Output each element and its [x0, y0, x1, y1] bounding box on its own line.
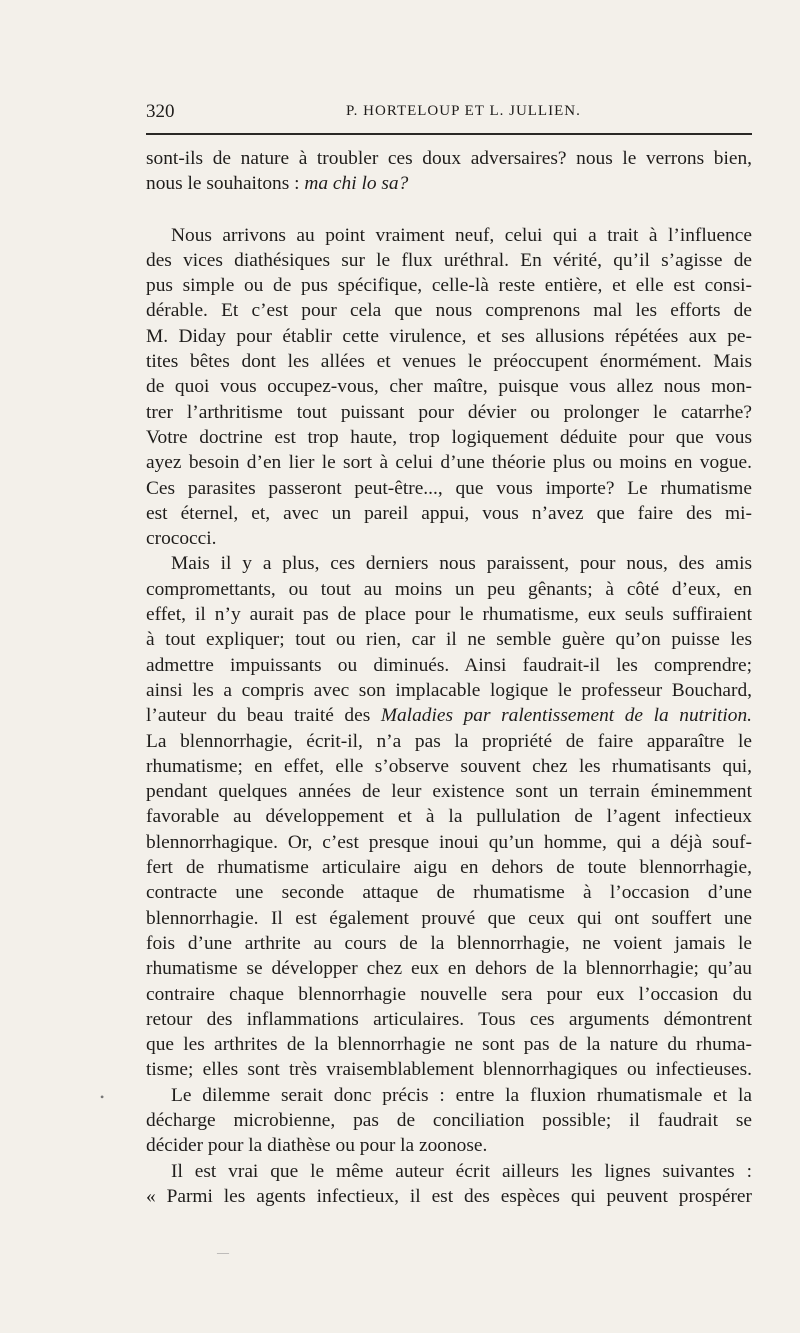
italic-title: Maladies par ralentissement de la nutrition.	[380, 705, 752, 727]
text-line: rhumatisme se développer chez eux en dehors de la blennorrhagie; qu’au	[146, 958, 752, 980]
text-line: tites bêtes dont les allées et venues le préoccupent énormément. Mais	[146, 351, 752, 373]
margin-dot: •	[100, 1090, 105, 1104]
text-span: nous le souhaitons :	[146, 173, 305, 195]
text-line: favorable au développement et à la pullulation de l’agent infectieux	[146, 806, 752, 828]
text-line: Il est vrai que le même auteur écrit ailleurs les lignes suivantes :	[171, 1160, 752, 1182]
text-line: La blennorrhagie, écrit-il, n’a pas la propriété de faire apparaître le	[146, 730, 752, 752]
text-line: « Parmi les agents infectieux, il est des espèces qui peuvent prospérer	[146, 1185, 752, 1207]
text-line: fois d’une arthrite au cours de la blennorrhagie, ne voient jamais le	[146, 932, 752, 954]
text-line: décider pour la diathèse ou pour la zoonose.	[146, 1135, 488, 1157]
text-line: rhumatisme; en effet, elle s’observe souvent chez les rhumatisants qui,	[146, 755, 752, 777]
text-line: à tout expliquer; tout ou rien, car il ne semble guère qu’on puisse les	[146, 629, 752, 651]
text-line: Nous arrivons au point vraiment neuf, celui qui a trait à l’influence	[171, 224, 752, 246]
text-line: que les arthrites de la blennorrhagie ne sont pas de la nature du rhuma-	[146, 1034, 752, 1056]
running-title: P. HORTELOUP ET L. JULLIEN.	[346, 103, 581, 119]
text-line: Le dilemme serait donc précis : entre la fluxion rhumatismale et la	[171, 1084, 752, 1106]
text-line: pus simple ou de pus spécifique, celle-là reste entière, et elle est consi-	[146, 275, 752, 297]
text-line: Mais il y a plus, ces derniers nous paraissent, pour nous, des amis	[171, 553, 752, 575]
header-rule	[146, 133, 752, 135]
text-line: compromettants, ou tout au moins un peu gênants; à côté d’eux, en	[146, 578, 752, 600]
text-line: blennorrhagique. Or, c’est presque inoui qu’un homme, qui a déjà souf-	[146, 831, 752, 853]
text-line: des vices diathésiques sur le flux uréthral. En vérité, qu’il s’agisse de	[146, 249, 752, 271]
text-line: Votre doctrine est trop haute, trop logiquement déduite pour que vous	[146, 426, 752, 448]
running-head	[146, 101, 752, 131]
text-line: contracte une seconde attaque de rhumatisme à l’occasion d’une	[146, 882, 752, 904]
text-line: sont-ils de nature à troubler ces doux adversaires? nous le verrons bien,	[146, 148, 752, 169]
text-line: crococci.	[146, 528, 217, 550]
text-line: pendant quelques années de leur existence sont un terrain éminemment	[146, 781, 752, 803]
text-line: ainsi les a compris avec son implacable logique le professeur Bouchard,	[146, 679, 752, 701]
text-line	[146, 703, 752, 728]
text-line: tisme; elles sont très vraisemblablement blennorrhagiques ou infectieuses.	[146, 1059, 752, 1081]
text-line: blennorrhagie. Il est également prouvé que ceux qui ont souffert une	[146, 907, 752, 929]
text-line: trer l’arthritisme tout puissant pour dévier ou prolonger le catarrhe?	[146, 401, 752, 423]
text-line: Ces parasites passeront peut-être..., que vous importe? Le rhumatisme	[146, 477, 752, 499]
text-line: de quoi vous occupez-vous, cher maître, puisque vous allez nous mon-	[146, 376, 752, 398]
text-span: l’auteur du beau traité des	[146, 705, 381, 727]
italic-quote: ma chi lo sa?	[304, 173, 409, 195]
text-line: dérable. Et c’est pour cela que nous comprenons mal les efforts de	[146, 300, 752, 322]
page-number: 320	[146, 101, 175, 122]
text-line: ayez besoin d’en lier le sort à celui d’une théorie plus ou moins en vogue.	[146, 452, 752, 474]
text-line: retour des inflammations articulaires. Tous ces arguments démontrent	[146, 1008, 752, 1030]
text-line: décharge microbienne, pas de conciliation possible; il faudrait se	[146, 1109, 752, 1131]
text-line	[146, 171, 752, 196]
text-line: est éternel, et, avec un pareil appui, vous n’avez que faire des mi-	[146, 502, 752, 524]
bottom-dash: —	[217, 1245, 229, 1259]
body-text	[146, 146, 752, 1209]
text-line: contraire chaque blennorrhagie nouvelle sera pour eux l’occasion du	[146, 983, 752, 1005]
text-line: M. Diday pour établir cette virulence, et ses allusions répétées aux pe-	[146, 325, 752, 347]
text-line: fert de rhumatisme articulaire aigu en dehors de toute blennorrhagie,	[146, 857, 752, 879]
text-line: admettre impuissants ou diminués. Ainsi faudrait-il les comprendre;	[146, 654, 752, 676]
text-line: effet, il n’y aurait pas de place pour le rhumatisme, eux seuls suffiraient	[146, 604, 752, 626]
